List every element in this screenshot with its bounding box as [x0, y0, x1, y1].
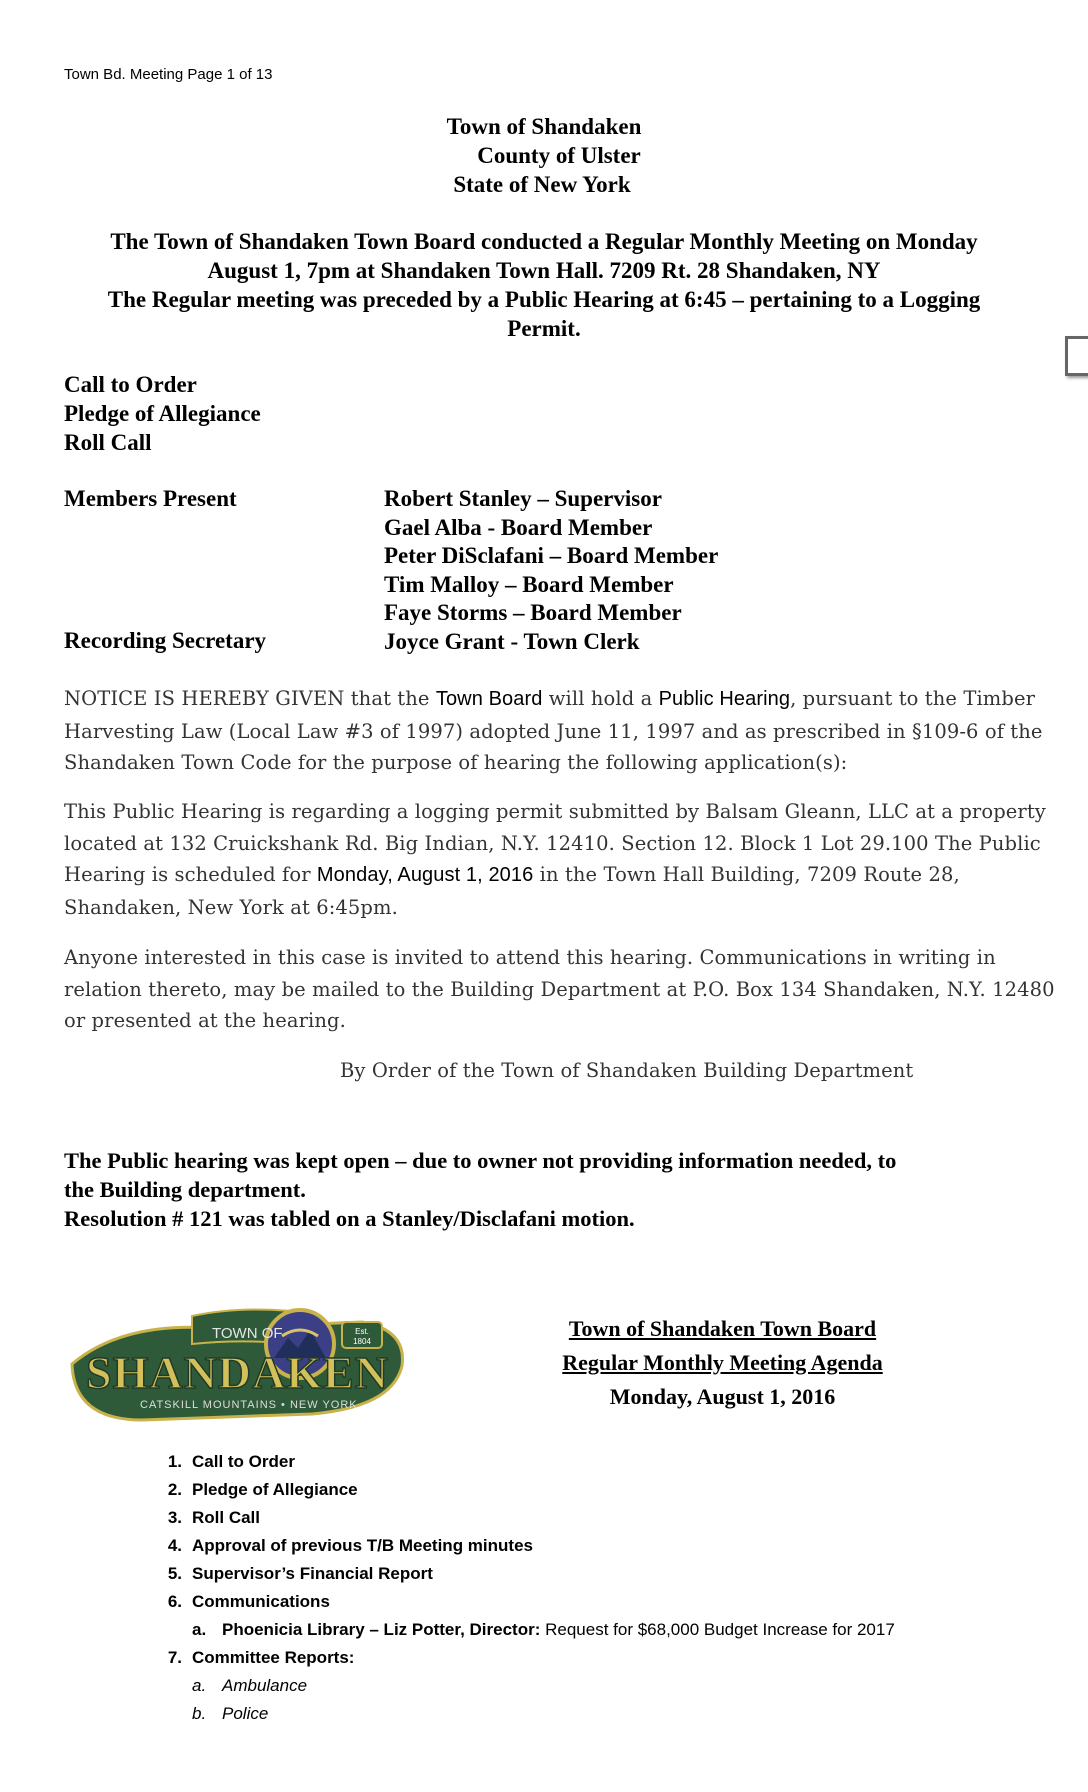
agenda-item: 7. Committee Reports:	[167, 1648, 355, 1667]
resolution-line: Resolution # 121 was tabled on a Stanley/Disclafani motion.	[64, 1206, 635, 1231]
agenda-subitem: b. Police	[192, 1704, 269, 1723]
roll-call: Roll Call	[64, 430, 152, 455]
agenda-title	[500, 1312, 945, 1414]
intro-line-2: August 1, 7pm at Shandaken Town Hall. 7209 Rt. 28 Shandaken, NY	[207, 258, 881, 283]
members-present-label: Members Present	[64, 486, 237, 511]
agenda-item: 4. Approval of previous T/B Meeting minutes	[167, 1536, 533, 1555]
page-header: Town Bd. Meeting Page 1 of 13	[64, 66, 273, 83]
svg-text:1804: 1804	[353, 1337, 371, 1346]
shandaken-logo	[62, 1302, 412, 1430]
town-clerk: Joyce Grant - Town Clerk	[384, 628, 640, 654]
intro-line-1: The Town of Shandaken Town Board conducted a Regular Monthly Meeting on Monday	[110, 229, 978, 254]
call-to-order: Call to Order	[64, 372, 197, 397]
logo-tagline: CATSKILL MOUNTAINS • NEW YORK	[140, 1399, 358, 1411]
member-item: Gael Alba - Board Member	[384, 514, 653, 540]
notice-hearing-date: Monday, August 1, 2016	[316, 864, 534, 886]
agenda-subitem: a. Phoenicia Library – Liz Potter, Director: Request for $68,000 Budget Increase for 2017	[192, 1620, 895, 1639]
agenda-meeting-title: Regular Monthly Meeting Agenda	[562, 1350, 883, 1375]
member-item: Robert Stanley – Supervisor	[384, 486, 662, 511]
county-name: County of Ulster	[477, 143, 641, 168]
hearing-result	[64, 1146, 1024, 1233]
agenda-item: 3. Roll Call	[167, 1508, 261, 1527]
agenda-item: 1. Call to Order	[167, 1452, 295, 1471]
agenda-item: 2. Pledge of Allegiance	[167, 1480, 358, 1499]
notice-text: in the Town Hall Building, 7209 Route 28, Shandaken, New York at 6:45pm.	[64, 863, 960, 919]
pledge-of-allegiance: Pledge of Allegiance	[64, 401, 261, 426]
state-name: State of New York	[453, 172, 631, 197]
result-line: The Public hearing was kept open – due to owner not providing information needed, to	[64, 1148, 897, 1173]
notice-text: NOTICE IS HEREBY GIVEN that the	[64, 687, 436, 710]
recording-secretary-label: Recording Secretary	[64, 628, 267, 653]
member-item: Faye Storms – Board Member	[384, 600, 682, 625]
notice-paragraph-3: Anyone interested in this case is invited to attend this hearing. Communications in writing in relation thereto, may be mailed to the Building Department at P.O. Box 134 Shandaken, N.Y. 12480 or presented at the hearing.	[64, 946, 1055, 1032]
notice-paragraph-2	[64, 796, 1074, 923]
notice-paragraph-1	[64, 683, 1074, 779]
member-item: Tim Malloy – Board Member	[384, 571, 674, 597]
notice-town-board: Town Board	[435, 688, 543, 710]
notice-text: , pursuant to the Timber Harvesting Law (Local Law #3 of 1997) adopted June 11, 1997 and as prescribed in §109-6 of the Shandaken Town Code for the purpose of hearing the following application(s):	[64, 687, 1043, 774]
member-list	[384, 485, 718, 656]
result-line: the Building department.	[64, 1177, 306, 1202]
notice-text: will hold a	[542, 687, 659, 710]
logo-est: Est.	[355, 1327, 369, 1336]
agenda-date: Monday, August 1, 2016	[609, 1384, 836, 1409]
intro-line-4: Permit.	[507, 316, 581, 341]
notice-text: This Public Hearing is regarding a logging permit submitted by Balsam Gleann, LLC at a property located at 132 Cruickshank Rd. Big Indian, N.Y. 12410. Section 12. Block 1 Lot 29.100 The Public Hearing is scheduled for	[64, 800, 1046, 886]
notice-public-hearing: Public Hearing	[658, 688, 791, 710]
agenda-list	[150, 1448, 895, 1728]
intro-line-3: The Regular meeting was preceded by a Public Hearing at 6:45 – pertaining to a Logging	[107, 287, 981, 312]
agenda-board-title: Town of Shandaken Town Board	[568, 1316, 877, 1341]
notice-signature: By Order of the Town of Shandaken Building Department	[340, 1059, 914, 1082]
town-name: Town of Shandaken	[446, 114, 642, 139]
agenda-subitem: a. Ambulance	[192, 1676, 308, 1695]
logo-town-of: TOWN OF	[212, 1325, 283, 1342]
logo-name: SHANDAKEN	[86, 1347, 389, 1398]
agenda-item: 5. Supervisor’s Financial Report	[167, 1564, 433, 1583]
logo-graphic	[62, 1302, 412, 1430]
member-item: Peter DiSclafani – Board Member	[384, 543, 719, 568]
agenda-item: 6. Communications	[167, 1592, 330, 1611]
page-corner-marker	[1065, 336, 1088, 376]
